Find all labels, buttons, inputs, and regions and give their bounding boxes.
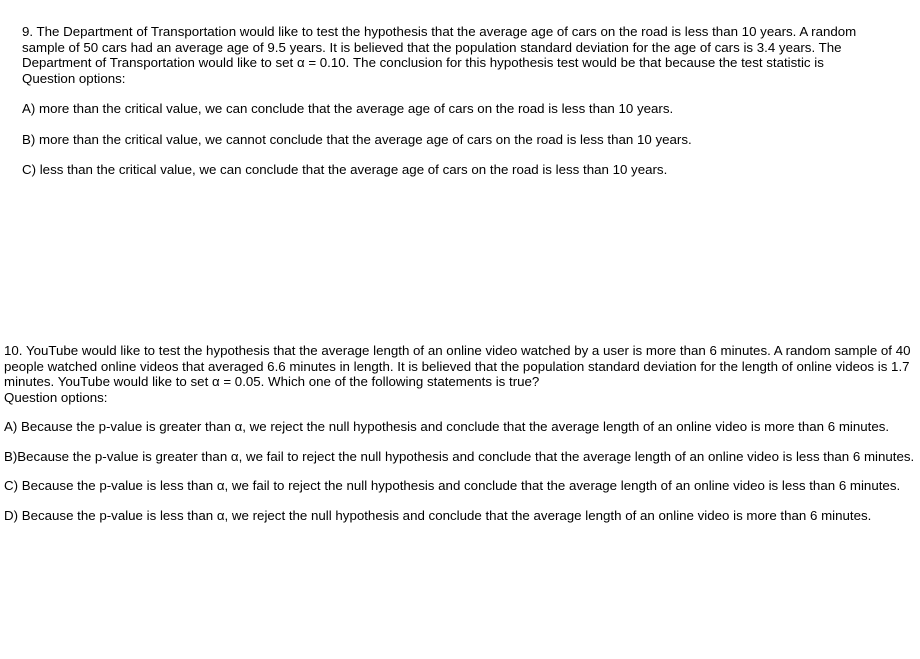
- question-prompt: 10. YouTube would like to test the hypothesis that the average length of an online video watched by a user is more than 6 minutes. A random sample of 40 people watched online videos that averaged 6.6 minutes in length. It is believed that the population standard deviation for the length of online videos is 1.7 minutes. YouTube would like to set α = 0.05. Which one of the following statements is true?: [4, 343, 911, 389]
- question-prompt: 9. The Department of Transportation would like to test the hypothesis that the average age of cars on the road is less than 10 years. A random sample of 50 cars had an average age of 9.5 years. It is believed that the population standard deviation for the age of cars is 3.4 years. The Department of Transportation would like to set α = 0.10. The conclusion for this hypothesis test would be that because the test statistic is: [22, 24, 857, 70]
- answer-option-a[interactable]: A) more than the critical value, we can conclude that the average age of cars on the road is less than 10 years.: [22, 101, 674, 116]
- answer-option-d[interactable]: D) Because the p-value is less than α, we reject the null hypothesis and conclude that the average length of an online video is more than 6 minutes.: [4, 507, 872, 523]
- question-options-label: Question options:: [4, 389, 108, 405]
- question-9: [22, 24, 902, 178]
- question-10: [4, 343, 916, 523]
- answer-option-c[interactable]: C) Because the p-value is less than α, we fail to reject the null hypothesis and conclude that the average length of an online video is less than 6 minutes.: [4, 478, 901, 493]
- answer-option-b[interactable]: B) more than the critical value, we cannot conclude that the average age of cars on the road is less than 10 years.: [22, 131, 692, 147]
- answer-option-c[interactable]: C) less than the critical value, we can conclude that the average age of cars on the road is less than 10 years.: [22, 162, 668, 177]
- answer-option-b[interactable]: B)Because the p-value is greater than α, we fail to reject the null hypothesis and conclude that the average length of an online video is less than 6 minutes.: [4, 448, 915, 464]
- answer-option-a[interactable]: A) Because the p-value is greater than α, we reject the null hypothesis and conclude that the average length of an online video is more than 6 minutes.: [4, 419, 890, 434]
- question-options-label: Question options:: [22, 70, 126, 86]
